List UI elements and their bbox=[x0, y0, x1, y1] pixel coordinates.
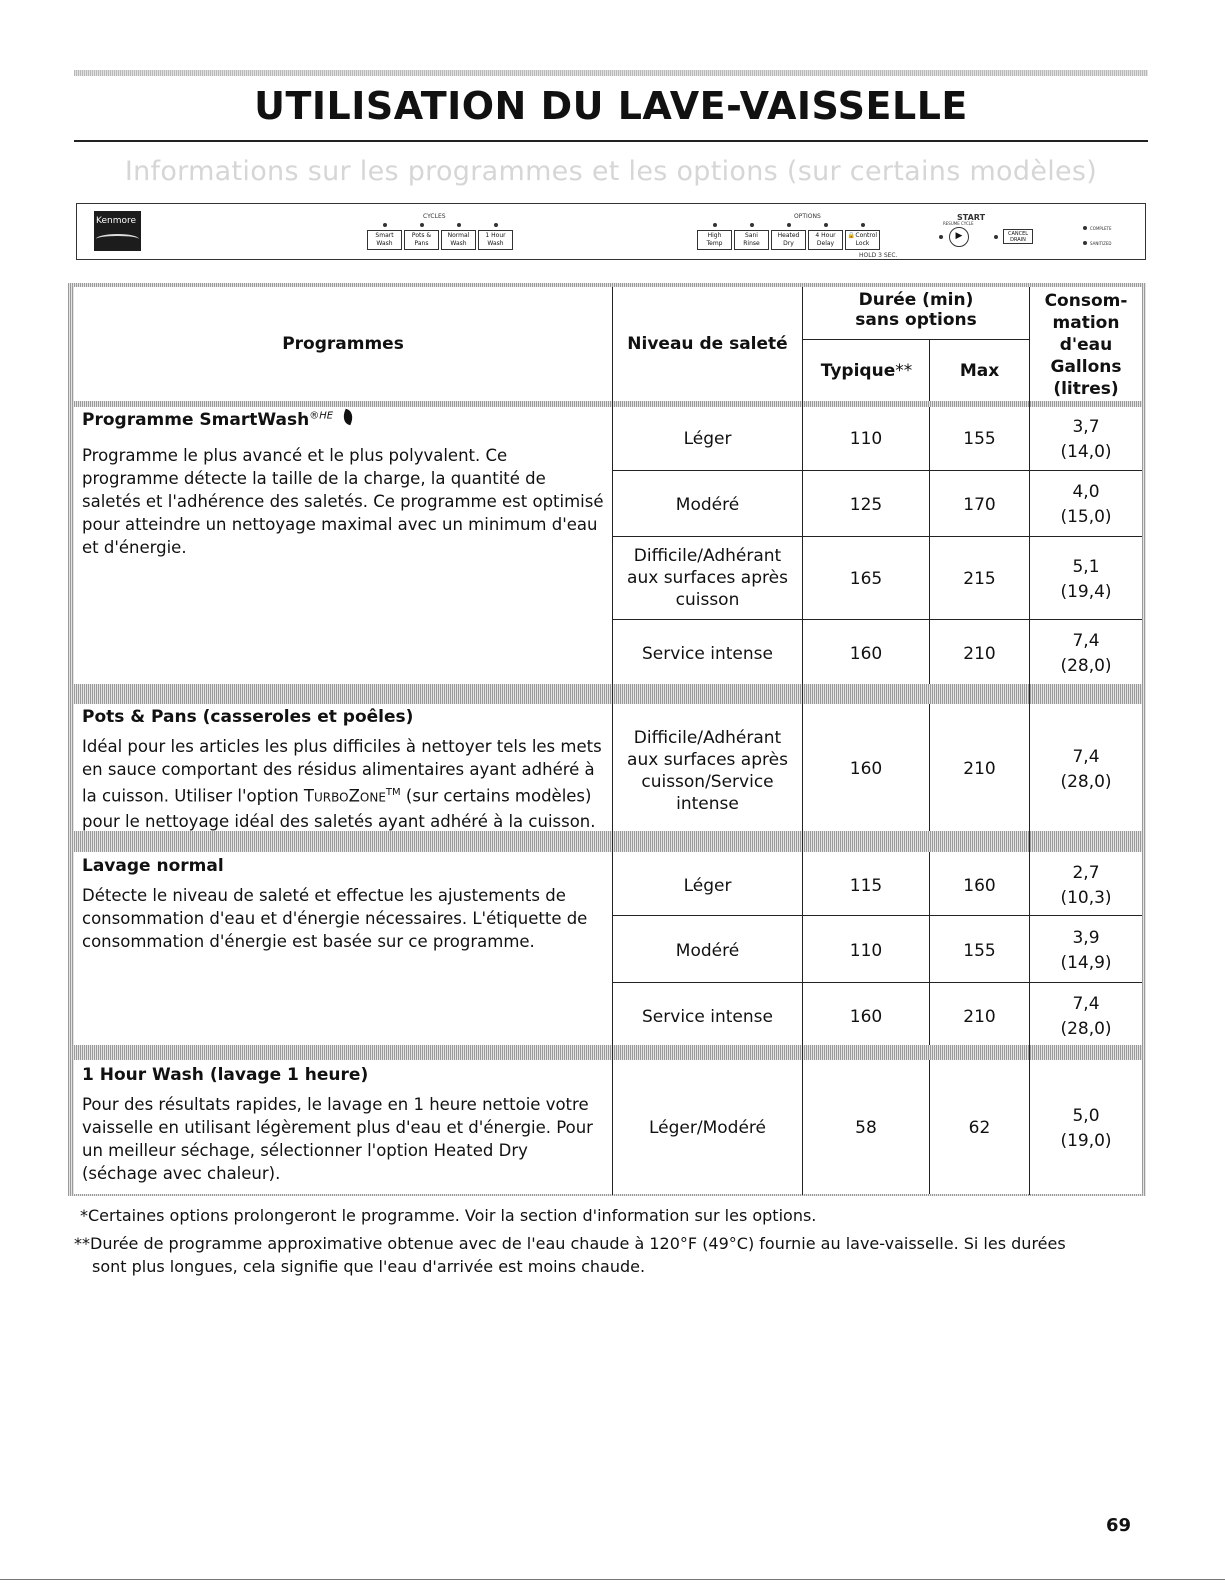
cycle-button-smart-wash: Smart Wash bbox=[367, 230, 402, 250]
section-subtitle: Informations sur les programmes et les options (sur certains modèles) bbox=[124, 156, 1098, 187]
program-description-normal-wash: Détecte le niveau de saleté et effectue les ajustements de consommation d'eau et d'énergie nécessaires. L'étiquette de consommation d'énergie est basée sur ce programme. bbox=[82, 886, 588, 951]
header-water-consumption: Consom- mation d'eau Gallons (litres) bbox=[1044, 291, 1128, 399]
complete-label: COMPLETE bbox=[1090, 226, 1112, 231]
header-duration: Durée (min) sans options bbox=[855, 290, 977, 330]
resume-cycle-label: RESUME CYCLE bbox=[943, 221, 974, 226]
row-divider-g3-2 bbox=[613, 982, 1142, 983]
page-number: 69 bbox=[1106, 1515, 1132, 1536]
soil-level: Difficile/Adhérant aux surfaces après cuisson/Service intense bbox=[627, 728, 788, 814]
cancel-drain-button: CANCEL DRAIN bbox=[1003, 229, 1033, 244]
row-divider-g1-3 bbox=[613, 619, 1142, 620]
program-description-pots-pans: Idéal pour les articles les plus difficiles à nettoyer tels les mets en sauce comportant des résidus alimentaires ayant adhéré à la cuisson. Utiliser l'option TURBOZONE™ (sur certains modèles) pour le nettoyage idéal des saletés ayant adhéré à la cuisson. bbox=[82, 737, 602, 831]
option-buttons bbox=[697, 230, 882, 250]
water-consumption: 5,0 (19,0) bbox=[1060, 1106, 1112, 1151]
play-icon: ▶ bbox=[955, 231, 963, 241]
cycle-buttons bbox=[367, 230, 515, 250]
header-max: Max bbox=[959, 361, 1000, 381]
cycle-button-normal-wash: Normal Wash bbox=[441, 230, 476, 250]
water-consumption: 3,9 (14,9) bbox=[1060, 928, 1112, 973]
top-decorative-rule bbox=[74, 70, 1148, 76]
footnote-2: **Durée de programme approximative obtenue avec de l'eau chaude à 120°F (49°C) fournie au lave-vaisselle. Si les durées bbox=[74, 1234, 1066, 1253]
water-consumption: 3,7 (14,0) bbox=[1060, 417, 1112, 462]
header-programs: Programmes bbox=[282, 334, 404, 354]
typical-duration: 160 bbox=[849, 644, 883, 664]
footnote-2-continued: sont plus longues, cela signifie que l'eau d'arrivée est moins chaude. bbox=[92, 1257, 646, 1276]
water-consumption: 5,1 (19,4) bbox=[1060, 557, 1112, 602]
soil-level: Léger bbox=[683, 429, 732, 449]
header-subdivider bbox=[803, 339, 1029, 340]
max-duration: 62 bbox=[968, 1118, 991, 1138]
cycle-button-1-hour-wash: 1 Hour Wash bbox=[478, 230, 513, 250]
header-typical: Typique** bbox=[820, 361, 913, 381]
program-title-1-hour-wash: 1 Hour Wash (lavage 1 heure) bbox=[82, 1065, 369, 1085]
header-soil-level: Niveau de saleté bbox=[627, 334, 788, 354]
program-title-smartwash: Programme SmartWash$^{®HE}$ bbox=[82, 410, 353, 430]
cycle-button-pots-pans: Pots & Pans bbox=[404, 230, 439, 250]
bottom-rule bbox=[0, 1579, 1225, 1580]
sanitized-label: SANITIZED bbox=[1090, 241, 1112, 246]
option-button-4-hour-delay: 4 Hour Delay bbox=[808, 230, 843, 250]
program-title-normal-wash: Lavage normal bbox=[82, 856, 224, 876]
cycles-label: CYCLES bbox=[423, 213, 446, 220]
water-consumption: 7,4 (28,0) bbox=[1060, 631, 1112, 676]
option-button-sani-rinse: Sani Rinse bbox=[734, 230, 769, 250]
row-divider-g1-2 bbox=[613, 536, 1142, 537]
title-underline bbox=[74, 140, 1148, 142]
typical-duration: 165 bbox=[849, 569, 883, 589]
option-button-control-lock: 🔒Control Lock bbox=[845, 230, 880, 250]
max-duration: 215 bbox=[963, 569, 996, 589]
soil-level: Léger bbox=[683, 876, 732, 896]
start-button bbox=[949, 227, 969, 247]
soil-level: Service intense bbox=[642, 644, 773, 664]
footnote-1: *Certaines options prolongeront le programme. Voir la section d'information sur les options. bbox=[80, 1206, 817, 1225]
option-button-high-temp: High Temp bbox=[697, 230, 732, 250]
program-description-1-hour-wash: Pour des résultats rapides, le lavage en 1 heure nettoie votre vaisselle en utilisant légèrement plus d'eau et d'énergie. Pour un meilleur séchage, sélectionner l'option Heated Dry (séchage avec chaleur). bbox=[82, 1095, 593, 1183]
row-divider-g1-1 bbox=[613, 470, 1142, 471]
max-duration: 170 bbox=[963, 495, 996, 515]
typical-duration: 160 bbox=[849, 1007, 883, 1027]
start-label: START bbox=[957, 213, 986, 222]
typical-duration: 110 bbox=[849, 941, 883, 961]
max-duration: 160 bbox=[963, 876, 996, 896]
water-consumption: 4,0 (15,0) bbox=[1060, 482, 1112, 527]
water-consumption: 7,4 (28,0) bbox=[1060, 747, 1112, 792]
soil-level: Difficile/Adhérant aux surfaces après cuisson bbox=[627, 546, 788, 610]
row-divider-g3-1 bbox=[613, 915, 1142, 916]
page-title: UTILISATION DU LAVE-VAISSELLE bbox=[254, 84, 968, 128]
max-duration: 210 bbox=[963, 644, 996, 664]
max-duration: 155 bbox=[963, 429, 996, 449]
col-divider-2 bbox=[802, 287, 803, 1195]
start-indicator-dot bbox=[939, 235, 943, 239]
water-consumption: 2,7 (10,3) bbox=[1060, 863, 1112, 908]
cancel-indicator-dot bbox=[994, 235, 998, 239]
program-title-pots-pans: Pots & Pans (casseroles et poêles) bbox=[82, 707, 414, 727]
soil-level: Modéré bbox=[675, 941, 740, 961]
option-button-heated-dry: Heated Dry bbox=[771, 230, 806, 250]
typical-duration: 110 bbox=[849, 429, 883, 449]
soil-level: Service intense bbox=[642, 1007, 773, 1027]
max-duration: 155 bbox=[963, 941, 996, 961]
hold-label: HOLD 3 SEC. bbox=[859, 252, 898, 259]
typical-duration: 125 bbox=[849, 495, 883, 515]
logo-swoosh bbox=[96, 234, 139, 244]
sanitized-indicator-dot bbox=[1083, 241, 1087, 245]
max-duration: 210 bbox=[963, 759, 996, 779]
soil-level: Léger/Modéré bbox=[649, 1118, 766, 1138]
water-consumption: 7,4 (28,0) bbox=[1060, 994, 1112, 1039]
typical-duration: 58 bbox=[855, 1118, 877, 1138]
lock-icon: 🔒 bbox=[847, 232, 856, 239]
typical-duration: 115 bbox=[849, 876, 883, 896]
leaf-icon bbox=[341, 409, 355, 426]
program-description-smartwash: Programme le plus avancé et le plus polyvalent. Ce programme détecte la taille de la charge, la quantité de saletés et l'adhérence des saletés. Ce programme est optimisé pour atteindre un nettoyage maximal avec un minimum d'eau et d'énergie. bbox=[82, 446, 604, 557]
brand-label: Kenmore bbox=[96, 216, 137, 226]
typical-duration: 160 bbox=[849, 759, 883, 779]
options-label: OPTIONS bbox=[794, 213, 821, 220]
soil-level: Modéré bbox=[675, 495, 740, 515]
max-duration: 210 bbox=[963, 1007, 996, 1027]
complete-indicator-dot bbox=[1083, 226, 1087, 230]
kenmore-logo bbox=[94, 211, 141, 251]
control-panel-illustration bbox=[76, 203, 1146, 260]
